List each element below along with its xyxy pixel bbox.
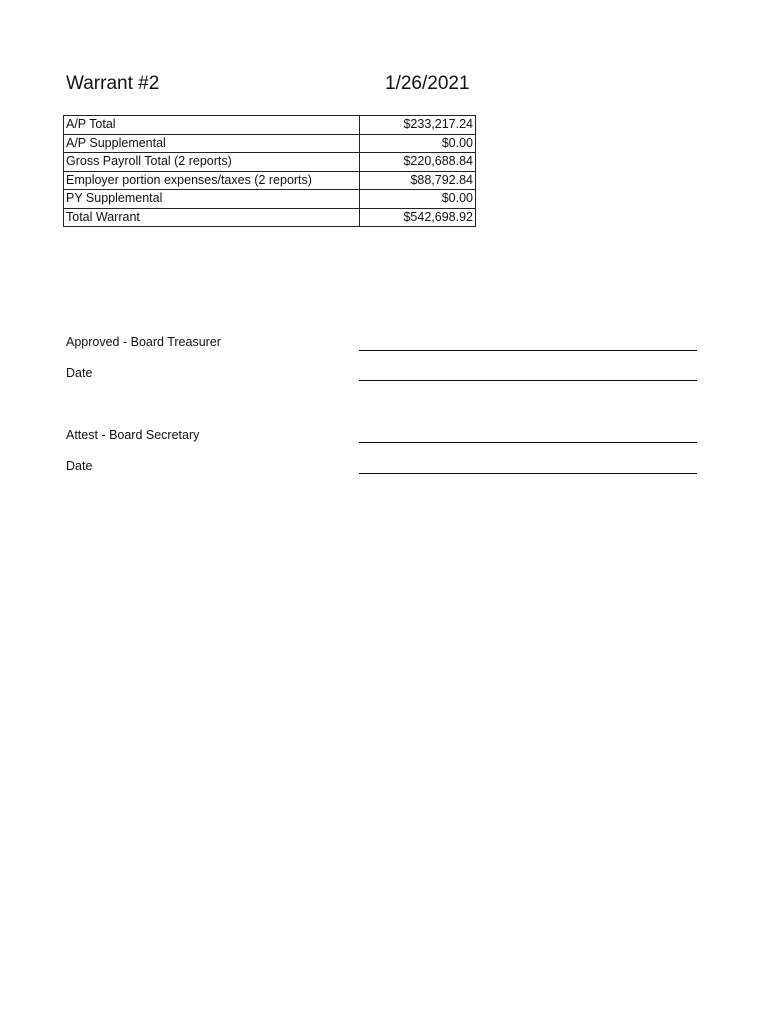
row-label: A/P Supplemental (64, 134, 360, 153)
attest-secretary-label: Attest - Board Secretary (66, 428, 200, 442)
table-row (64, 116, 476, 135)
row-label: PY Supplemental (64, 190, 360, 209)
row-amount: $0.00 (360, 190, 476, 209)
secretary-date-label: Date (66, 459, 93, 473)
secretary-signature-line (359, 442, 697, 443)
row-label: Employer portion expenses/taxes (2 reports) (64, 171, 360, 190)
table-row (64, 153, 476, 172)
table-row (64, 208, 476, 227)
row-amount: $220,688.84 (360, 153, 476, 172)
row-amount: $233,217.24 (360, 116, 476, 135)
row-amount: $88,792.84 (360, 171, 476, 190)
table-row (64, 134, 476, 153)
treasurer-date-label: Date (66, 366, 93, 380)
row-amount: $0.00 (360, 134, 476, 153)
row-label: A/P Total (64, 116, 360, 135)
table-row (64, 190, 476, 209)
warrant-summary-table (63, 115, 476, 227)
secretary-date-line (359, 473, 697, 474)
row-label: Total Warrant (64, 208, 360, 227)
treasurer-date-line (359, 380, 697, 381)
approved-treasurer-label: Approved - Board Treasurer (66, 335, 221, 349)
row-label: Gross Payroll Total (2 reports) (64, 153, 360, 172)
warrant-title: Warrant #2 (66, 73, 160, 94)
warrant-date: 1/26/2021 (385, 73, 470, 94)
table-row (64, 171, 476, 190)
treasurer-signature-line (359, 350, 697, 351)
row-amount: $542,698.92 (360, 208, 476, 227)
